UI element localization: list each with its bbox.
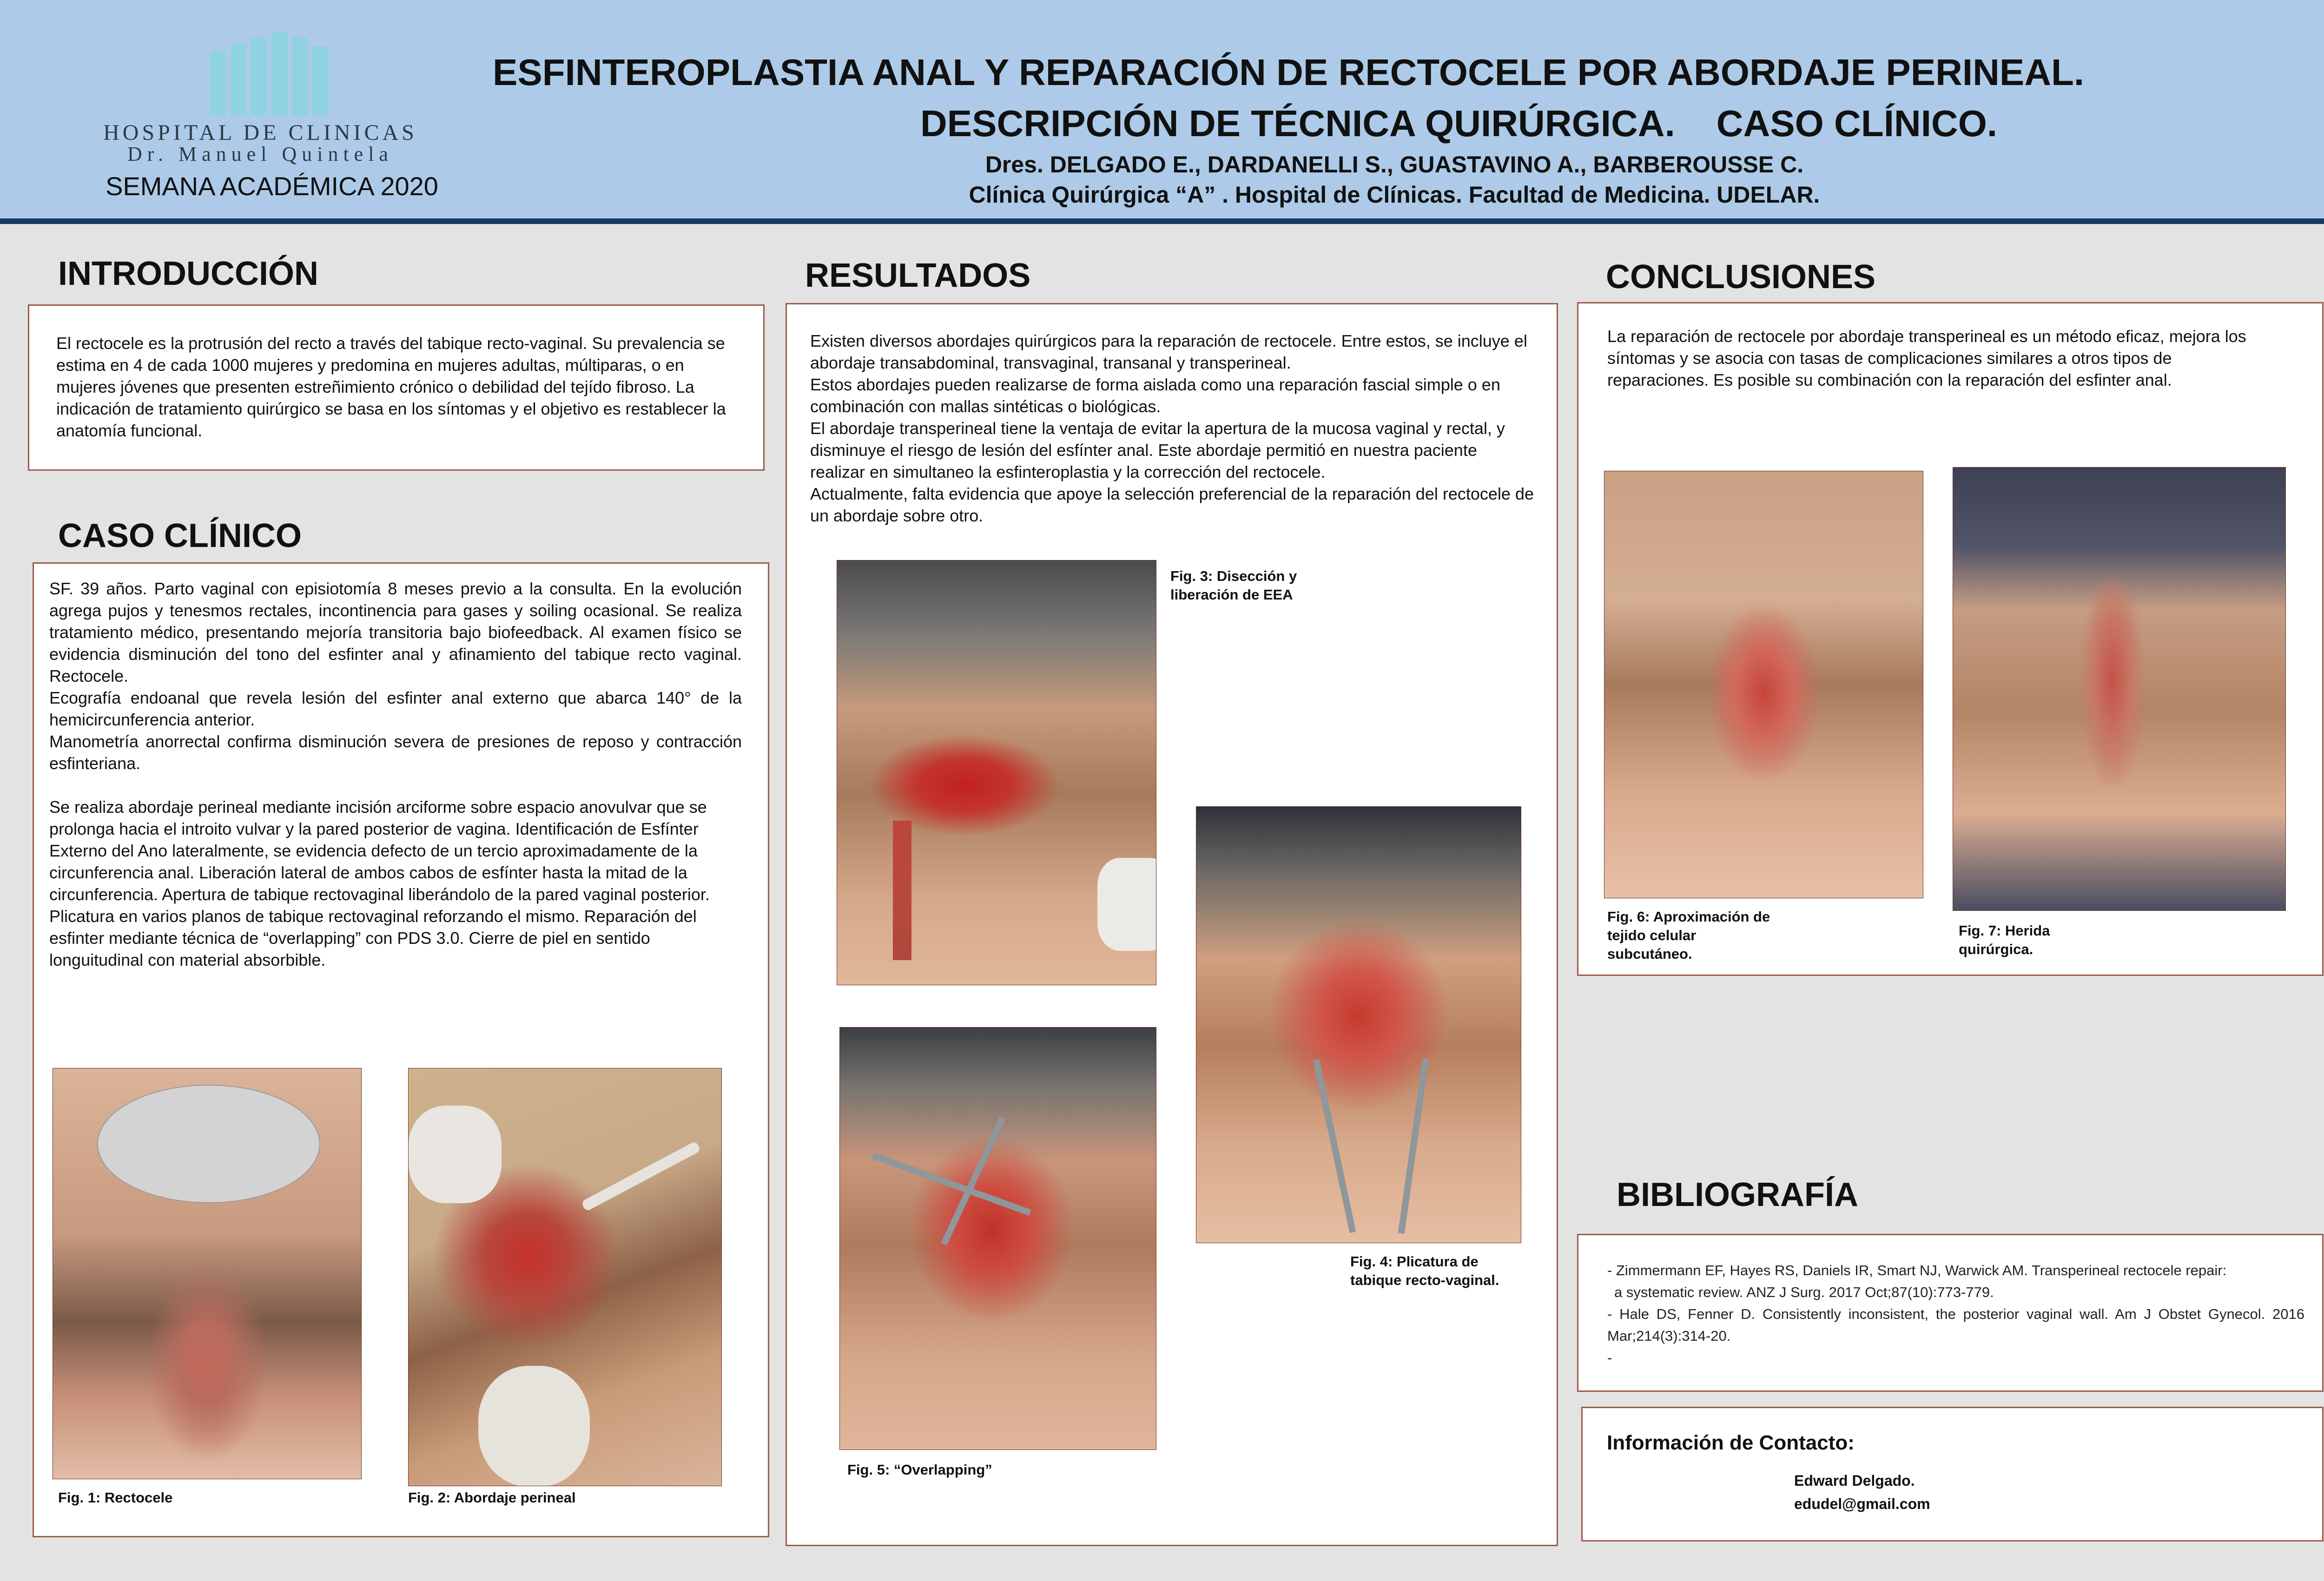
contacto-heading: Información de Contacto:	[1607, 1431, 1855, 1454]
fig7-herida-photo	[1953, 467, 2286, 911]
conclusiones-heading: CONCLUSIONES	[1606, 258, 1876, 296]
resultados-paragraph: Actualmente, falta evidencia que apoye la selección preferencial de la reparación del rectocele de un abordaje sobre otro.	[810, 484, 1534, 525]
fig3-caption: Fig. 3: Disección y liberación de EEA	[1170, 568, 1297, 603]
fig4-caption: Fig. 4: Plicatura de tabique recto-vaginal.	[1350, 1253, 1499, 1288]
fig2-caption: Fig. 2: Abordaje perineal	[408, 1489, 576, 1506]
hospital-logo-icon	[210, 33, 331, 115]
header-divider	[0, 218, 2324, 224]
caso-text-block	[49, 578, 742, 971]
conclusiones-panel	[1577, 302, 2324, 976]
fig6-aproximacion-photo	[1604, 471, 1923, 898]
bibliografia-heading: BIBLIOGRAFÍA	[1617, 1176, 1858, 1213]
resultados-paragraph: El abordaje transperineal tiene la ventaja de evitar la apertura de la mucosa vaginal y rectal, y disminuye el riesgo de lesión del esfínter anal. Este abordaje permitió en nuestra paciente realizar en simultaneo la esfinteroplastia y la corrección del rectocele.	[810, 419, 1505, 481]
bibliografia-panel	[1577, 1234, 2324, 1392]
privacy-blur-ellipse	[97, 1085, 320, 1203]
logo-doctor-name: Dr. Manuel Quintela	[127, 143, 393, 165]
contacto-panel	[1581, 1407, 2324, 1541]
caso-paragraph: SF. 39 años. Parto vaginal con episiotomía 8 meses previo a la consulta. En la evolución agrega pujos y tenesmos rectales, incontinencia para gases y soiling ocasional. Se realiza tratamiento médico, presentando mejoría transitoria bajo biofeedback. Al examen físico se evidencia disminución del tono del esfinter anal y afinamiento del tabique recto vaginal. Rectocele.	[49, 579, 742, 685]
reference-item: - Hale DS, Fenner D. Consistently inconsistent, the posterior vaginal wall. Am J Obstet Gynecol. 2016 Mar;214(3):314-20.	[1607, 1306, 2304, 1344]
caso-clinico-panel	[33, 562, 769, 1537]
conclusiones-text: La reparación de rectocele por abordaje transperineal es un método eficaz, mejora los síntomas y se asocia con tasas de complicaciones similares a otros tipos de reparaciones. Es posible su combinación con la reparación del esfinter anal.	[1607, 327, 2246, 389]
resultados-paragraph: Estos abordajes pueden realizarse de forma aislada como una reparación fascial simple o en combinación con mallas sintéticas o biológicas.	[810, 375, 1500, 416]
resultados-text-block	[810, 330, 1535, 527]
fig5-caption: Fig. 5: “Overlapping”	[847, 1462, 992, 1478]
introduccion-heading: INTRODUCCIÓN	[58, 255, 318, 292]
poster-title-line1: ESFINTEROPLASTIA ANAL Y REPARACIÓN DE RECTOCELE POR ABORDAJE PERINEAL.	[493, 52, 2085, 93]
fig4-plicatura-photo	[1196, 806, 1521, 1243]
caso-paragraph: Se realiza abordaje perineal mediante incisión arciforme sobre espacio anovulvar que se prolonga hacia el introito vulvar y la pared posterior de vagina. Identificación de Esfínter Externo del Ano lateralmente, se evidencia defecto de un tercio aproximadamente de la circunferencia anal. Liberación lateral de ambos cabos de esfínter hasta la mitad de la circunferencia. Apertura de tabique rectovaginal liberándolo de la pared vaginal posterior. Plicatura en varios planos de tabique rectovaginal reforzando el mismo. Reparación del esfinter mediante técnica de “overlapping” con PDS 3.0. Cierre de piel en sentido longuitudinal con material absorbible.	[49, 797, 710, 969]
introduccion-text: El rectocele es la protrusión del recto a través del tabique recto-vaginal. Su prevalencia se estima en 4 de cada 1000 mujeres y predomina en mujeres adultas, múltiparas, o en mujeres jóvenes que presenten estreñimiento crónico o debilidad del tejído fibroso. La indicación de tratamiento quirúrgico se basa en los síntomas y el objetivo es restablecer la anatomía funcional.	[56, 334, 726, 440]
caso-clinico-heading: CASO CLÍNICO	[58, 517, 302, 554]
introduccion-panel	[28, 304, 765, 471]
fig5-overlapping-photo	[839, 1027, 1156, 1450]
resultados-paragraph: Existen diversos abordajes quirúrgicos para la reparación de rectocele. Entre estos, se incluye el abordaje transabdominal, transvaginal, transanal y transperineal.	[810, 331, 1527, 372]
reference-item: - Zimmermann EF, Hayes RS, Daniels IR, Smart NJ, Warwick AM. Transperineal rectocele repair:	[1607, 1262, 2227, 1278]
reference-item-continuation: a systematic review. ANZ J Surg. 2017 Oct;87(10):773-779.	[1614, 1284, 1994, 1300]
event-name: SEMANA ACADÉMICA 2020	[106, 171, 438, 201]
poster-title-line2: DESCRIPCIÓN DE TÉCNICA QUIRÚRGICA. CASO CLÍNICO.	[920, 103, 1998, 144]
fig1-rectocele-photo	[53, 1068, 362, 1479]
logo-hospital-name: HOSPITAL DE CLINICAS	[103, 120, 417, 145]
resultados-heading: RESULTADOS	[805, 257, 1031, 294]
fig7-caption: Fig. 7: Herida quirúrgica.	[1959, 922, 2050, 957]
poster-authors: Dres. DELGADO E., DARDANELLI S., GUASTAVINO A., BARBEROUSSE C.	[985, 152, 1804, 178]
fig2-abordaje-photo	[408, 1068, 722, 1486]
reference-item: -	[1607, 1350, 1612, 1366]
caso-paragraph: Ecografía endoanal que revela lesión del esfinter anal externo que abarca 140° de la hemicircunferencia anterior.	[49, 688, 742, 729]
fig1-caption: Fig. 1: Rectocele	[58, 1489, 173, 1506]
fig3-diseccion-photo	[837, 560, 1156, 985]
poster-affiliation: Clínica Quirúrgica “A” . Hospital de Clínicas. Facultad de Medicina. UDELAR.	[969, 182, 1820, 208]
bibliografia-list	[1607, 1259, 2304, 1369]
contacto-name: Edward Delgado.	[1794, 1472, 1915, 1489]
caso-paragraph: Manometría anorrectal confirma disminución severa de presiones de reposo y contracción esfinteriana.	[49, 732, 742, 773]
fig6-caption: Fig. 6: Aproximación de tejido celular subcutáneo.	[1607, 909, 1770, 962]
contacto-email: edudel@gmail.com	[1794, 1495, 1930, 1512]
resultados-panel	[786, 303, 1558, 1546]
